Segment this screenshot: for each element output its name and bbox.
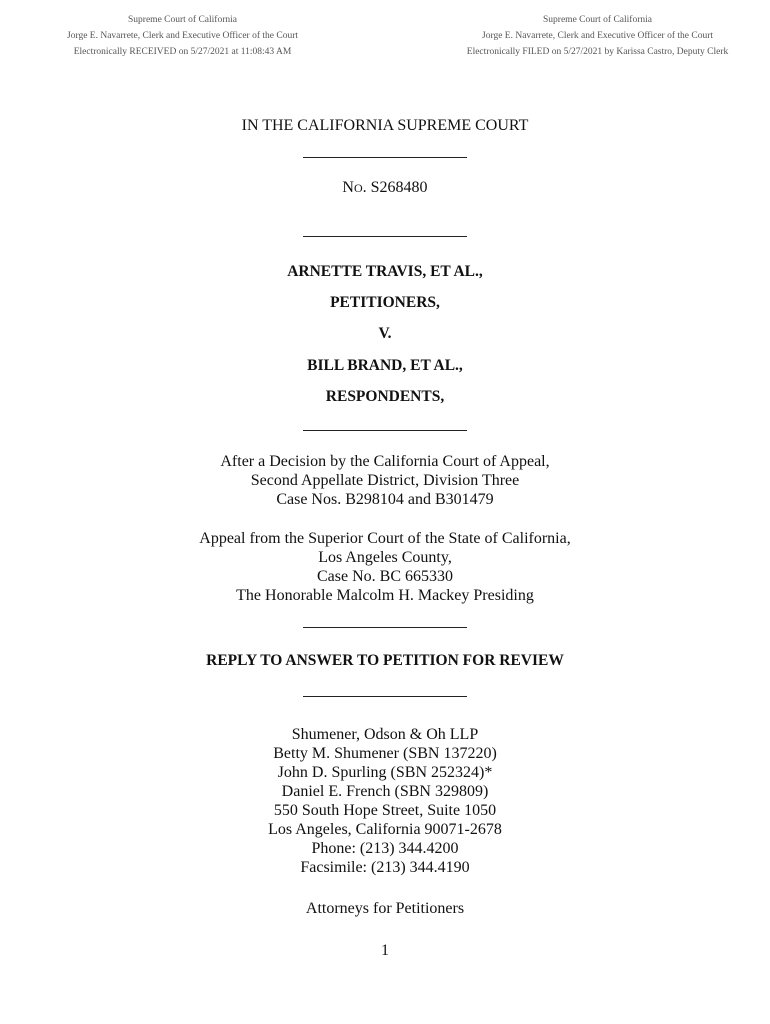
received-stamp-court: Supreme Court of California bbox=[128, 15, 237, 25]
superior-court-line: The Honorable Malcolm H. Mackey Presiding bbox=[236, 587, 534, 604]
attorneys-for: Attorneys for Petitioners bbox=[305, 900, 465, 917]
counsel-line: Facsimile: (213) 344.4190 bbox=[300, 859, 470, 876]
divider-rule bbox=[303, 157, 467, 158]
versus: V. bbox=[378, 325, 392, 342]
petitioner-role: PETITIONERS, bbox=[330, 294, 440, 311]
received-stamp-date: Electronically RECEIVED on 5/27/2021 at 11:08:43 AM bbox=[73, 47, 292, 57]
page-number: 1 bbox=[381, 942, 389, 959]
document-title: REPLY TO ANSWER TO PETITION FOR REVIEW bbox=[206, 652, 564, 669]
case-number-prefix-small: O bbox=[353, 181, 363, 195]
filed-stamp-date: Electronically FILED on 5/27/2021 by Karissa Castro, Deputy Clerk bbox=[466, 47, 729, 57]
divider-rule bbox=[303, 430, 467, 431]
superior-court-line: Los Angeles County, bbox=[318, 549, 452, 566]
case-number-prefix-big: N bbox=[342, 179, 354, 196]
counsel-line: Los Angeles, California 90071-2678 bbox=[268, 821, 502, 838]
filed-stamp bbox=[440, 12, 755, 60]
appeal-decision-block bbox=[0, 452, 770, 509]
counsel-line: Phone: (213) 344.4200 bbox=[311, 840, 459, 857]
respondent-role: RESPONDENTS, bbox=[325, 388, 445, 405]
superior-court-line: Case No. BC 665330 bbox=[317, 568, 453, 585]
case-number-value: . S268480 bbox=[362, 179, 428, 196]
petitioner-name: ARNETTE TRAVIS, ET AL., bbox=[287, 263, 483, 280]
counsel-line: Daniel E. French (SBN 329809) bbox=[281, 783, 489, 800]
counsel-block bbox=[0, 725, 770, 877]
appeal-decision-line: After a Decision by the California Court of Appeal, bbox=[220, 453, 550, 470]
counsel-line: Shumener, Odson & Oh LLP bbox=[291, 726, 479, 743]
appeal-decision-line: Case Nos. B298104 and B301479 bbox=[276, 491, 494, 508]
filed-stamp-clerk: Jorge E. Navarrete, Clerk and Executive Officer of the Court bbox=[482, 31, 713, 41]
counsel-line: 550 South Hope Street, Suite 1050 bbox=[273, 802, 497, 819]
respondent-name: BILL BRAND, ET AL., bbox=[307, 357, 463, 374]
received-stamp bbox=[30, 12, 335, 60]
divider-rule bbox=[303, 236, 467, 237]
divider-rule bbox=[303, 627, 467, 628]
divider-rule bbox=[303, 696, 467, 697]
case-number bbox=[0, 179, 770, 197]
counsel-line: John D. Spurling (SBN 252324)* bbox=[277, 764, 493, 781]
appeal-decision-line: Second Appellate District, Division Three bbox=[250, 472, 520, 489]
filed-stamp-court: Supreme Court of California bbox=[543, 15, 652, 25]
superior-court-block bbox=[0, 529, 770, 605]
court-title: IN THE CALIFORNIA SUPREME COURT bbox=[241, 117, 529, 134]
counsel-line: Betty M. Shumener (SBN 137220) bbox=[273, 745, 497, 762]
superior-court-line: Appeal from the Superior Court of the State of California, bbox=[199, 530, 571, 547]
received-stamp-clerk: Jorge E. Navarrete, Clerk and Executive Officer of the Court bbox=[67, 31, 298, 41]
